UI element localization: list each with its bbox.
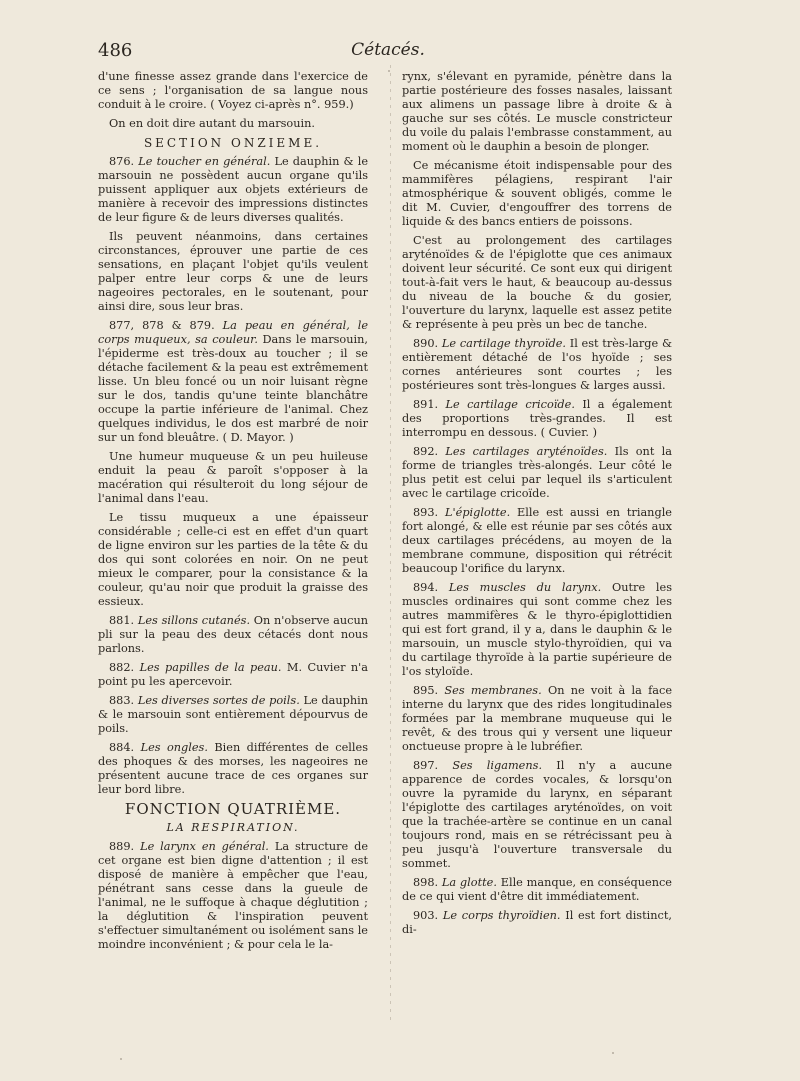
article-number: 891. bbox=[413, 398, 439, 411]
article-title: Le corps thyroïdien. bbox=[442, 909, 561, 922]
page-number: 486 bbox=[98, 40, 133, 61]
article-number: 898. bbox=[413, 876, 439, 889]
paragraph: Ils peuvent néanmoins, dans certaines circonstances, éprouver une partie de ces sensations, en plaçant l'objet qu'ils veulent palper entre leur corps & une de leurs nageoires pectorales, en le soutenant, pour ainsi dire, sous leur bras. bbox=[98, 230, 368, 313]
article-title: Le cartilage cricoïde. bbox=[445, 398, 575, 411]
article-text: Ils ont la forme de triangles très-alongés. Leur côté le plus petit est celui par lequel ils s'articulent avec le cartilage cricoïde. bbox=[402, 445, 672, 500]
article-number: 893. bbox=[413, 506, 439, 519]
paragraph bbox=[402, 876, 672, 904]
paragraph bbox=[402, 759, 672, 871]
article-text: Elle est aussi en triangle fort alongé, & elle est réunie par ses côtés aux deux cartilages précédens, au moyen de la membrane commune, disposition qui rétrécit beaucoup l'orifice du larynx. bbox=[402, 506, 672, 575]
paragraph bbox=[402, 909, 672, 937]
article-number: 881. bbox=[109, 614, 135, 627]
article-text: Outre les muscles ordinaires qui sont comme chez les autres mammifères & le thyro-épiglottidien qui est fort grand, il y a, dans le dauphin & le marsouin, un muscle stylo-thyroïdien, qui va du cartilage thyroïde à la partie supérieure de l'os styloïde. bbox=[402, 581, 672, 678]
article-title: Les sillons cutanés. bbox=[137, 614, 251, 627]
article-text: M. Cuvier n'a point pu les apercevoir. bbox=[98, 661, 369, 688]
section-heading: SECTION ONZIEME. bbox=[143, 136, 323, 150]
paragraph: rynx, s'élevant en pyramide, pénètre dans la partie postérieure des fosses nasales, laissant aux alimens un passage libre à droite & à gauche sur ses côtés. Le muscle constricteur du voile du palais l'embrasse constamment, au moment où le dauphin a besoin de plonger. bbox=[402, 70, 672, 153]
paragraph: Ce mécanisme étoit indispensable pour des mammifères pélagiens, respirant l'air atmosphérique & souvent obligés, comme le dit M. Cuvier, d'engouffrer des torrens de liquide & des bancs entiers de poissons. bbox=[402, 159, 672, 228]
article-text: La structure de cet organe est bien digne d'attention ; il est disposé de manière à empêcher que l'eau, pénétrant sans cesse dans la gueule de l'animal, ne le suffoque à chaque déglutition ; la déglutition & l'inspiration peuvent s'effectuer simultanément ou isolément sans le moindre inconvénient ; & pour cela le la- bbox=[98, 840, 369, 951]
article-text: Bien différentes de celles des phoques & des morses, les nageoires ne présentent aucune trace de ces organes sur leur bord libre. bbox=[98, 741, 369, 796]
article-title: Le cartilage thyroïde. bbox=[441, 337, 566, 350]
paragraph: Le tissu muqueux a une épaisseur considérable ; celle-ci est en effet d'un quart de ligne environ sur les parties de la tête & du dos qui sont colorées en noir. On ne peut mieux le comparer, pour la consistance & la couleur, qu'au noir que produit la graisse des essieux. bbox=[98, 511, 368, 608]
paragraph bbox=[402, 506, 672, 576]
paragraph bbox=[98, 694, 368, 736]
article-number: 877, 878 & 879. bbox=[109, 319, 215, 332]
article-text: Il a également des proportions très-grandes. Il est interrompu en dessous. ( Cuvier. ) bbox=[402, 398, 673, 439]
article-number: 897. bbox=[413, 759, 439, 772]
paragraph bbox=[402, 398, 672, 440]
paragraph bbox=[98, 840, 368, 952]
paragraph bbox=[402, 445, 672, 501]
paper-speck bbox=[612, 1052, 614, 1054]
article-text: On ne voit à la face interne du larynx que des rides longitudinales formées par la membrane muqueuse qui le revêt, & des trous qui y versent une liqueur onctueuse propre à le lubréfier. bbox=[402, 684, 673, 753]
article-number: 903. bbox=[413, 909, 439, 922]
left-column bbox=[98, 70, 368, 957]
paragraph bbox=[98, 661, 368, 689]
paragraph bbox=[98, 614, 368, 656]
paper-speck bbox=[388, 70, 390, 72]
article-title: Les muscles du larynx. bbox=[448, 581, 602, 594]
article-title: Le toucher en général. bbox=[138, 155, 271, 168]
paragraph bbox=[402, 337, 672, 393]
article-text: Le dauphin & le marsouin ne possèdent aucun organe qu'ils puissent appliquer aux objets extérieurs de manière à recevoir des impressions distinctes de leur figure & de leurs diverses qualités. bbox=[98, 155, 368, 224]
article-number: 884. bbox=[109, 741, 135, 754]
article-title: Le larynx en général. bbox=[140, 840, 269, 853]
article-text: Il est fort distinct, di- bbox=[402, 909, 672, 936]
paragraph: Une humeur muqueuse & un peu huileuse enduit la peau & paroît s'opposer à la macération qui résulteroit du long séjour de l'animal dans l'eau. bbox=[98, 450, 368, 505]
page-header bbox=[98, 40, 678, 68]
column-gutter bbox=[390, 65, 391, 1025]
article-number: 894. bbox=[413, 581, 439, 594]
paragraph bbox=[402, 684, 672, 754]
chapter-heading: FONCTION QUATRIÈME. bbox=[124, 800, 342, 818]
article-text: Elle manque, en conséquence de ce qui vient d'être dit immédiatement. bbox=[402, 876, 672, 903]
article-title: Ses membranes. bbox=[444, 684, 542, 697]
article-text: Le dauphin & le marsouin sont entièrement dépourvus de poils. bbox=[98, 694, 369, 735]
paragraph bbox=[402, 581, 672, 679]
paragraph bbox=[98, 319, 368, 445]
article-title: Les papilles de la peau. bbox=[139, 661, 282, 674]
running-title: Cétacés. bbox=[351, 40, 425, 60]
article-title: La peau en général, le corps muqueux, sa couleur. bbox=[98, 319, 369, 346]
sub-heading: LA RESPIRATION. bbox=[166, 821, 300, 834]
article-title: L'épiglotte. bbox=[445, 506, 511, 519]
article-number: 889. bbox=[109, 840, 135, 853]
article-title: Ses ligamens. bbox=[452, 759, 543, 772]
article-text: Dans le marsouin, l'épiderme est très-doux au toucher ; il se détache facilement & la peau est extrêmement lisse. Un bleu foncé ou un noir luisant règne sur le dos, tandis qu'une teinte blanchâtre occupe la partie inférieure de l'animal. Chez quelques individus, le dos est marbré de noir sur un fond bleuâtre. ( D. Mayor. ) bbox=[98, 333, 368, 444]
article-number: 892. bbox=[413, 445, 439, 458]
paragraph bbox=[98, 155, 368, 225]
article-text: On n'observe aucun pli sur la peau des deux cétacés dont nous parlons. bbox=[98, 614, 368, 655]
paragraph: d'une finesse assez grande dans l'exercice de ce sens ; l'organisation de sa langue nous conduit à le croire. ( Voyez ci-après n°. 959.) bbox=[98, 70, 368, 111]
paper-speck bbox=[120, 1058, 122, 1060]
article-title: Les ongles. bbox=[140, 741, 208, 754]
right-column bbox=[402, 70, 672, 942]
article-text: Il n'y a aucune apparence de cordes vocales, & lorsqu'on ouvre la pyramide du larynx, en séparant l'épiglotte des cartilages aryténoïdes, on voit que la trachée-artère se continue en un canal toujours rond, mais en se rétrécissant peu à peu jusqu'à l'ouverture transversale du sommet. bbox=[402, 759, 672, 870]
article-number: 882. bbox=[109, 661, 135, 674]
article-number: 895. bbox=[413, 684, 439, 697]
paragraph bbox=[98, 741, 368, 797]
paragraph: On en doit dire autant du marsouin. bbox=[109, 117, 315, 130]
paragraph: C'est au prolongement des cartilages aryténoïdes & de l'épiglotte que ces animaux doivent leur sécurité. Ce sont eux qui dirigent tout-à-fait vers le haut, & beaucoup au-dessus du niveau de la bouche & du gosier, l'ouverture du larynx, laquelle est assez petite & représente à peu près un bec de tanche. bbox=[402, 234, 672, 331]
article-number: 876. bbox=[109, 155, 135, 168]
article-title: Les diverses sortes de poils. bbox=[137, 694, 300, 707]
article-number: 890. bbox=[413, 337, 439, 350]
article-number: 883. bbox=[109, 694, 135, 707]
article-text: Il est très-large & entièrement détaché de l'os hyoïde ; ses cornes antérieures sont courtes ; les postérieures sont très-longues & larges aussi. bbox=[402, 337, 673, 392]
article-title: Les cartilages aryténoïdes. bbox=[445, 445, 608, 458]
article-title: La glotte. bbox=[441, 876, 497, 889]
